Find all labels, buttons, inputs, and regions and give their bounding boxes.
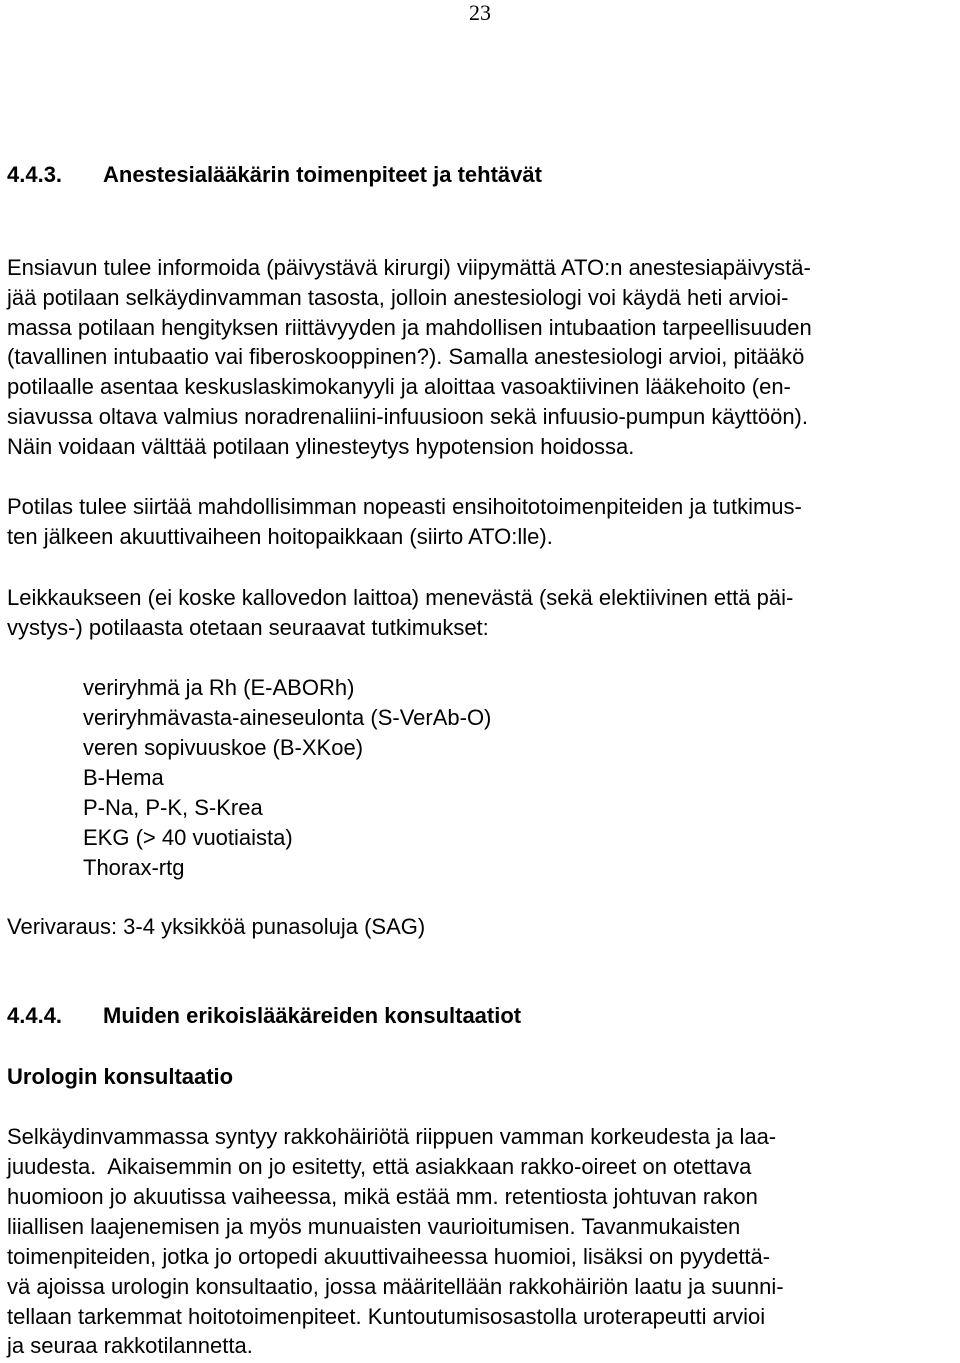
paragraph-line: vystys-) potilaasta otetaan seuraavat tutkimukset:: [7, 615, 489, 640]
list-item: Thorax-rtg: [83, 855, 185, 880]
subheading: Urologin konsultaatio: [7, 1064, 234, 1089]
paragraph-line: vä ajoissa urologin konsultaatio, jossa määritellään rakkohäiriön laatu ja suunni-: [7, 1274, 784, 1299]
paragraph-line: jää potilaan selkäydinvamman tasosta, jolloin anestesiologi voi käydä heti arvioi-: [7, 285, 789, 310]
paragraph-line: potilaalle asentaa keskuslaskimokanyyli ja aloittaa vasoaktiivinen lääkehoito (en-: [7, 374, 791, 399]
section-number: 4.4.4.: [7, 1003, 63, 1028]
list-item: veriryhmä ja Rh (E-ABORh): [83, 675, 355, 700]
paragraph-line: Ensiavun tulee informoida (päivystävä kirurgi) viipymättä ATO:n anestesiapäivystä-: [7, 255, 811, 280]
blood-reservation: Verivaraus: 3-4 yksikköä punasoluja (SAG): [7, 914, 426, 939]
list-item: P-Na, P-K, S-Krea: [83, 795, 263, 820]
paragraph-line: Näin voidaan välttää potilaan ylinesteytys hypotension hoidossa.: [7, 434, 635, 459]
paragraph-line: toimenpiteiden, jotka jo ortopedi akuuttivaiheessa huomioi, lisäksi on pyydettä-: [7, 1244, 771, 1269]
paragraph-line: Potilas tulee siirtää mahdollisimman nopeasti ensihoitotoimenpiteiden ja tutkimus-: [7, 494, 802, 519]
list-item: veriryhmävasta-aineseulonta (S-VerAb-O): [83, 705, 492, 730]
list-item: EKG (> 40 vuotiaista): [83, 825, 293, 850]
paragraph-line: ten jälkeen akuuttivaiheen hoitopaikkaan (siirto ATO:lle).: [7, 524, 553, 549]
paragraph-line: massa potilaan hengityksen riittävyyden ja mahdollisen intubaation tarpeellisuuden: [7, 315, 812, 340]
paragraph-line: Selkäydinvammassa syntyy rakkohäiriötä riippuen vamman korkeudesta ja laa-: [7, 1124, 777, 1149]
paragraph-line: siavussa oltava valmius noradrenaliini-infuusioon sekä infuusio-pumpun käyttöön).: [7, 404, 808, 429]
paragraph-line: liiallisen laajenemisen ja myös munuaisten vaurioitumisen. Tavanmukaisten: [7, 1214, 741, 1239]
paragraph-line: Leikkaukseen (ei koske kallovedon laittoa) menevästä (sekä elektiivinen että päi-: [7, 585, 794, 610]
list-item: B-Hema: [83, 765, 164, 790]
paragraph-line: juudesta. Aikaisemmin on jo esitetty, että asiakkaan rakko-oireet on otettava: [7, 1154, 752, 1179]
paragraph-line: tellaan tarkemmat hoitotoimenpiteet. Kuntoutumisosastolla uroterapeutti arvioi: [7, 1304, 766, 1329]
section-title: Muiden erikoislääkäreiden konsultaatiot: [103, 1003, 522, 1028]
section-number: 4.4.3.: [7, 162, 63, 187]
section-title: Anestesialääkärin toimenpiteet ja tehtävät: [103, 162, 542, 187]
paragraph-line: huomioon jo akuutissa vaiheessa, mikä estää mm. retentiosta johtuvan rakon: [7, 1184, 758, 1209]
page-number: 23: [469, 0, 491, 25]
list-item: veren sopivuuskoe (B-XKoe): [83, 735, 364, 760]
paragraph-line: (tavallinen intubaatio vai fiberoskooppinen?). Samalla anestesiologi arvioi, pitääkö: [7, 344, 805, 369]
paragraph-line: ja seuraa rakkotilannetta.: [7, 1333, 253, 1358]
